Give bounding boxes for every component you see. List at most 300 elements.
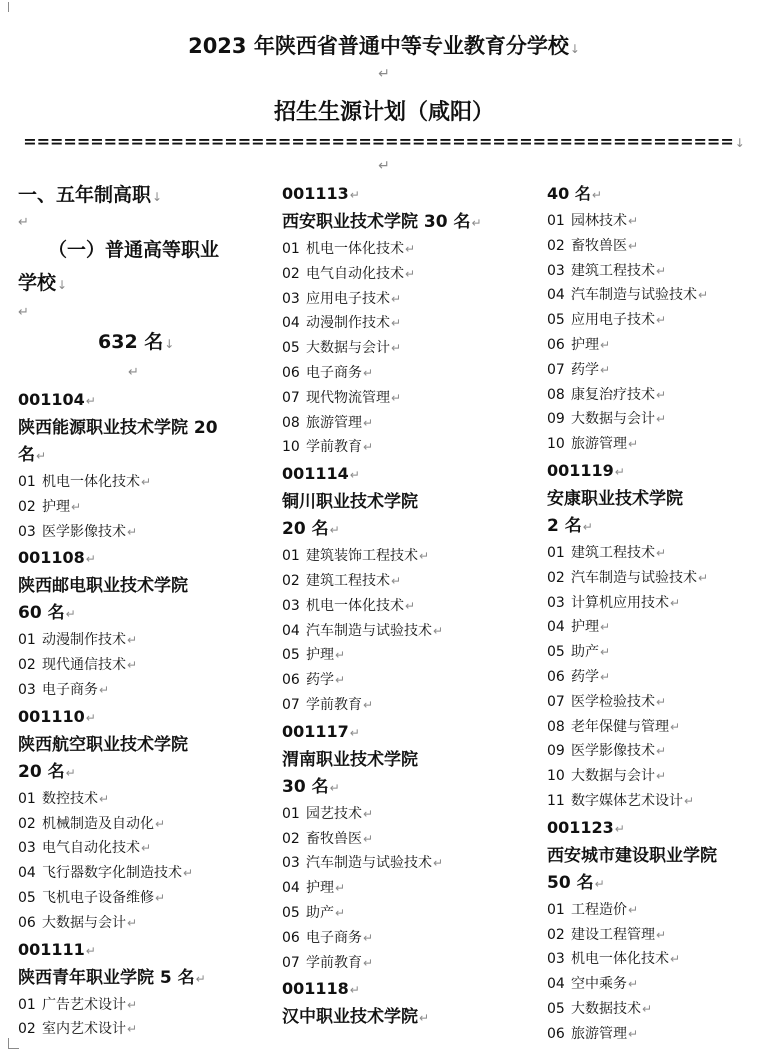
major-item — [547, 972, 762, 997]
major-name: 计算机应用技术 — [571, 594, 669, 611]
major-item — [547, 1022, 762, 1047]
major-item — [547, 308, 762, 333]
major-name: 畜牧兽医 — [306, 830, 362, 847]
major-item — [282, 569, 537, 594]
major-item — [547, 541, 762, 566]
major-number: 04 — [547, 976, 565, 993]
paragraph-mark: ↵ — [670, 595, 681, 610]
paragraph-mark: ↵ — [363, 365, 374, 380]
paragraph-mark: ↵ — [433, 856, 444, 871]
paragraph-mark: ↵ — [18, 305, 29, 320]
major-number: 01 — [18, 632, 36, 649]
school-block — [18, 703, 263, 936]
major-name: 旅游管理 — [306, 414, 362, 431]
paragraph-mark: ↵ — [582, 519, 593, 534]
major-item — [18, 836, 263, 861]
major-item — [547, 432, 762, 457]
paragraph-mark: ↵ — [656, 769, 667, 784]
major-number: 07 — [282, 696, 300, 713]
major-number: 05 — [547, 1000, 565, 1017]
major-name: 助产 — [571, 644, 599, 661]
major-name: 园艺技术 — [306, 805, 362, 822]
paragraph-mark: ↵ — [183, 866, 194, 881]
paragraph-mark: ↵ — [600, 362, 611, 377]
paragraph-mark: ↵ — [363, 930, 374, 945]
major-item — [282, 237, 537, 262]
paragraph-mark: ↵ — [471, 216, 482, 230]
paragraph-mark: ↵ — [419, 1011, 430, 1026]
paragraph-mark: ↵ — [670, 952, 681, 967]
major-name: 机电一体化技术 — [306, 597, 404, 614]
major-item — [282, 693, 537, 718]
major-name: 机电一体化技术 — [306, 241, 404, 257]
major-name: 工程造价 — [571, 901, 627, 918]
paragraph-mark: ↵ — [329, 523, 340, 538]
major-name: 护理 — [306, 880, 334, 897]
major-name: 大数据与会计 — [571, 768, 655, 785]
major-number: 03 — [547, 594, 565, 611]
page-corner-mark — [8, 2, 19, 12]
major-name: 电气自动化技术 — [42, 840, 140, 857]
paragraph-mark: ↵ — [65, 765, 76, 780]
paragraph-mark: ↵ — [405, 266, 416, 281]
school-code: 001119↵ — [547, 460, 625, 480]
school-block — [547, 180, 762, 457]
major-number: 04 — [18, 865, 36, 882]
paragraph-mark: ↵ — [405, 598, 416, 613]
paragraph-mark: ↵ — [591, 188, 602, 202]
school-code: 001111↵ — [18, 939, 96, 959]
major-item — [547, 997, 762, 1022]
major-number: 04 — [282, 622, 300, 639]
major-item — [547, 665, 762, 690]
major-number: 03 — [18, 840, 36, 857]
major-name: 建筑工程技术 — [306, 572, 390, 589]
major-item — [18, 520, 263, 545]
major-item — [282, 311, 537, 336]
school-name: 安康职业技术学院 — [547, 488, 683, 509]
major-number: 08 — [547, 718, 565, 735]
major-item — [547, 690, 762, 715]
paragraph-mark: ↵ — [656, 263, 667, 278]
school-name: 20 名↵ — [18, 761, 76, 782]
paragraph-mark: ↵ — [656, 545, 667, 560]
major-name: 机电一体化技术 — [42, 474, 140, 490]
major-number: 03 — [547, 951, 565, 968]
paragraph-mark: ↵ — [614, 464, 625, 479]
subsection-heading-cont: 学校↓ — [18, 272, 68, 294]
major-number: 02 — [18, 498, 36, 515]
major-name: 药学 — [571, 361, 599, 378]
major-item — [547, 789, 762, 814]
major-item — [18, 812, 263, 837]
paragraph-mark: ↵ — [363, 831, 374, 846]
paragraph-mark: ↵ — [656, 387, 667, 402]
major-item — [282, 544, 537, 569]
major-item — [547, 947, 762, 972]
paragraph-mark: ↵ — [127, 997, 138, 1012]
paragraph-mark: ↵ — [378, 158, 390, 174]
school-code: 001118↵ — [282, 979, 360, 999]
major-number: 10 — [547, 768, 565, 785]
paragraph-mark: ↵ — [127, 524, 138, 539]
paragraph-mark: ↵ — [363, 806, 374, 821]
school-block — [18, 544, 263, 702]
paragraph-mark: ↵ — [600, 669, 611, 684]
paragraph-mark: ↵ — [600, 620, 611, 635]
major-item — [18, 886, 263, 911]
major-name: 电子商务 — [306, 929, 362, 946]
paragraph-mark: ↵ — [36, 449, 47, 463]
major-number: 01 — [547, 213, 565, 229]
school-name: 陕西能源职业技术学院 20 — [18, 418, 218, 438]
major-item — [282, 619, 537, 644]
major-number: 01 — [282, 805, 300, 822]
paragraph-mark: ↵ — [614, 821, 625, 836]
major-number: 02 — [282, 265, 300, 282]
paragraph-mark: ↵ — [594, 876, 605, 891]
major-item — [547, 764, 762, 789]
paragraph-mark: ↵ — [18, 215, 29, 230]
major-name: 助产 — [306, 904, 334, 921]
paragraph-mark: ↵ — [628, 214, 639, 228]
major-item — [282, 594, 537, 619]
school-block — [282, 180, 537, 460]
school-name: 陕西青年职业学院 5 名↵ — [18, 967, 206, 988]
major-item — [18, 993, 263, 1018]
major-name: 建筑工程技术 — [571, 544, 655, 561]
paragraph-mark: ↵ — [85, 394, 96, 408]
school-block — [547, 814, 762, 1047]
major-number: 06 — [547, 668, 565, 685]
school-block — [547, 457, 762, 814]
major-item — [282, 901, 537, 926]
major-item — [547, 358, 762, 383]
school-name: 陕西航空职业技术学院 — [18, 734, 188, 755]
major-item — [547, 566, 762, 591]
school-block — [282, 460, 537, 718]
major-item — [18, 1017, 263, 1042]
major-name: 电子商务 — [42, 681, 98, 698]
major-name: 护理 — [571, 619, 599, 636]
major-name: 畜牧兽医 — [571, 237, 627, 254]
major-name: 电子商务 — [306, 364, 362, 381]
school-code: 001108↵ — [18, 548, 96, 568]
school-name: 30 名↵ — [282, 776, 340, 797]
paragraph-mark: ↵ — [656, 744, 667, 759]
major-name: 药学 — [571, 668, 599, 685]
major-item — [547, 640, 762, 665]
major-number: 04 — [547, 619, 565, 636]
school-block — [282, 718, 537, 976]
major-item — [547, 407, 762, 432]
paragraph-mark: ↵ — [391, 390, 402, 405]
separator-line: =====================================================↓ — [23, 132, 745, 151]
major-number: 03 — [18, 523, 36, 540]
major-number: 06 — [547, 1025, 565, 1042]
major-name: 汽车制造与试验技术 — [571, 569, 697, 586]
school-code: 001104↵ — [18, 390, 96, 409]
major-number: 08 — [282, 414, 300, 431]
paragraph-mark: ↵ — [85, 710, 96, 725]
major-number: 02 — [547, 569, 565, 586]
major-item — [547, 383, 762, 408]
paragraph-mark: ↵ — [127, 633, 138, 648]
paragraph-mark: ↵ — [85, 552, 96, 567]
paragraph-mark: ↵ — [335, 673, 346, 688]
major-number: 01 — [18, 790, 36, 807]
major-number: 08 — [547, 386, 565, 403]
major-number: 03 — [18, 681, 36, 698]
major-name: 汽车制造与试验技术 — [571, 287, 697, 304]
major-name: 数控技术 — [42, 790, 98, 807]
major-number: 03 — [282, 290, 300, 307]
major-name: 机械制造及自动化 — [42, 815, 154, 832]
major-number: 07 — [547, 361, 565, 378]
paragraph-mark: ↵ — [670, 719, 681, 734]
major-name: 广告艺术设计 — [42, 996, 126, 1013]
major-name: 动漫制作技术 — [42, 632, 126, 649]
school-name: 西安城市建设职业学院 — [547, 845, 717, 866]
column-3 — [547, 180, 762, 1047]
major-item — [547, 739, 762, 764]
major-name: 医学影像技术 — [571, 743, 655, 760]
school-block — [18, 936, 263, 1043]
major-number: 09 — [547, 743, 565, 760]
paragraph-mark: ↵ — [349, 468, 360, 483]
major-item — [547, 898, 762, 923]
paragraph-mark: ↵ — [155, 816, 166, 831]
major-number: 09 — [547, 411, 565, 428]
major-name: 现代通信技术 — [42, 657, 126, 674]
paragraph-mark: ↵ — [335, 905, 346, 920]
major-item — [282, 411, 537, 436]
paragraph-mark: ↵ — [349, 188, 360, 202]
paragraph-mark: ↵ — [391, 316, 402, 331]
major-number: 01 — [18, 474, 36, 490]
paragraph-mark: ↵ — [141, 475, 152, 489]
paragraph-mark: ↵ — [391, 291, 402, 306]
paragraph-mark: ↵ — [99, 791, 110, 806]
major-item — [18, 628, 263, 653]
school-name: 名↵ — [18, 445, 47, 465]
paragraph-mark: ↵ — [363, 440, 374, 455]
major-name: 老年保健与管理 — [571, 718, 669, 735]
section-heading: 一、五年制高职↓ — [18, 184, 163, 206]
major-name: 学前教育 — [306, 439, 362, 456]
school-name: 西安职业技术学院 30 名↵ — [282, 212, 482, 232]
major-item — [547, 923, 762, 948]
major-name: 动漫制作技术 — [306, 315, 390, 332]
major-item — [282, 827, 537, 852]
major-name: 大数据与会计 — [571, 411, 655, 428]
major-number: 07 — [547, 693, 565, 710]
major-name: 电气自动化技术 — [306, 265, 404, 282]
major-number: 06 — [282, 364, 300, 381]
major-item — [18, 861, 263, 886]
major-name: 现代物流管理 — [306, 389, 390, 406]
major-item — [547, 333, 762, 358]
major-number: 10 — [547, 436, 565, 453]
major-name: 建设工程管理 — [571, 926, 655, 943]
major-number: 05 — [18, 889, 36, 906]
paragraph-mark: ↵ — [391, 341, 402, 356]
major-number: 07 — [282, 954, 300, 971]
major-name: 汽车制造与试验技术 — [306, 622, 432, 639]
major-number: 07 — [282, 389, 300, 406]
major-number: 06 — [282, 672, 300, 689]
major-number: 04 — [282, 315, 300, 332]
major-name: 数字媒体艺术设计 — [571, 792, 683, 809]
major-name: 护理 — [306, 647, 334, 664]
major-name: 药学 — [306, 672, 334, 689]
major-name: 大数据与会计 — [306, 340, 390, 357]
major-item — [282, 926, 537, 951]
major-number: 05 — [547, 644, 565, 661]
major-number: 05 — [547, 312, 565, 329]
school-name: 40 名↵ — [547, 184, 602, 203]
paragraph-mark: ↵ — [628, 238, 639, 253]
major-item — [282, 643, 537, 668]
major-number: 02 — [547, 237, 565, 254]
major-number: 05 — [282, 904, 300, 921]
paragraph-mark: ↵ — [656, 412, 667, 427]
major-item — [282, 336, 537, 361]
major-number: 02 — [18, 657, 36, 674]
paragraph-mark: ↵ — [642, 1001, 653, 1016]
paragraph-mark: ↵ — [141, 841, 152, 856]
paragraph-mark: ↵ — [127, 1022, 138, 1037]
paragraph-mark: ↵ — [698, 288, 709, 303]
major-item — [282, 435, 537, 460]
school-code: 001114↵ — [282, 464, 360, 484]
paragraph-mark: ↵ — [335, 881, 346, 896]
major-name: 大数据技术 — [571, 1000, 641, 1017]
major-number: 02 — [18, 1021, 36, 1038]
major-item — [18, 495, 263, 520]
school-block — [18, 386, 263, 544]
major-item — [547, 209, 762, 234]
paragraph-mark: ↵ — [656, 694, 667, 709]
paragraph-mark: ↵ — [628, 902, 639, 917]
school-name: 铜川职业技术学院 — [282, 492, 418, 513]
paragraph-mark: ↵ — [329, 780, 340, 795]
school-name: 60 名↵ — [18, 603, 76, 624]
major-item — [18, 470, 263, 495]
paragraph-mark: ↵ — [85, 943, 96, 958]
major-name: 护理 — [42, 498, 70, 515]
school-name: 渭南职业技术学院 — [282, 749, 418, 770]
major-number: 04 — [282, 880, 300, 897]
major-number: 01 — [18, 996, 36, 1013]
major-number: 02 — [18, 815, 36, 832]
total-count: 632 名↓ — [98, 331, 175, 353]
paragraph-mark: ↵ — [656, 313, 667, 328]
school-name: 陕西邮电职业技术学院 — [18, 576, 188, 597]
school-name: 2 名↵ — [547, 515, 593, 536]
major-item — [547, 283, 762, 308]
paragraph-mark: ↵ — [405, 242, 416, 256]
major-number: 01 — [282, 241, 300, 257]
major-item — [547, 234, 762, 259]
major-item — [18, 787, 263, 812]
paragraph-mark: ↵ — [71, 499, 82, 514]
paragraph-mark: ↵ — [349, 725, 360, 740]
major-name: 旅游管理 — [571, 1025, 627, 1042]
major-item — [282, 851, 537, 876]
major-name: 护理 — [571, 336, 599, 353]
paragraph-mark: ↵ — [363, 955, 374, 970]
major-item — [282, 668, 537, 693]
major-name: 机电一体化技术 — [571, 951, 669, 968]
paragraph-mark: ↵ — [99, 682, 110, 697]
school-code: 001113↵ — [282, 184, 360, 203]
major-name: 医学影像技术 — [42, 523, 126, 540]
column-1 — [18, 180, 263, 1042]
major-number: 03 — [282, 855, 300, 872]
major-name: 大数据与会计 — [42, 914, 126, 931]
major-name: 应用电子技术 — [571, 312, 655, 329]
major-name: 应用电子技术 — [306, 290, 390, 307]
major-item — [547, 259, 762, 284]
major-number: 04 — [547, 287, 565, 304]
paragraph-mark: ↵ — [349, 983, 360, 998]
major-number: 06 — [547, 336, 565, 353]
major-item — [547, 715, 762, 740]
major-name: 医学检验技术 — [571, 693, 655, 710]
major-number: 11 — [547, 792, 565, 809]
paragraph-mark: ↵ — [419, 549, 430, 564]
major-item — [547, 591, 762, 616]
paragraph-mark: ↵ — [128, 365, 139, 380]
major-item — [282, 876, 537, 901]
major-number: 05 — [282, 340, 300, 357]
major-name: 学前教育 — [306, 696, 362, 713]
major-item — [18, 653, 263, 678]
major-item — [282, 262, 537, 287]
major-number: 02 — [282, 830, 300, 847]
major-item — [282, 361, 537, 386]
major-number: 01 — [282, 548, 300, 565]
major-name: 空中乘务 — [571, 976, 627, 993]
paragraph-mark: ↵ — [127, 915, 138, 930]
paragraph-mark: ↵ — [363, 697, 374, 712]
major-item — [282, 386, 537, 411]
major-item — [547, 615, 762, 640]
major-number: 06 — [282, 929, 300, 946]
major-name: 飞行器数字化制造技术 — [42, 865, 182, 882]
major-item — [282, 951, 537, 976]
major-number: 06 — [18, 914, 36, 931]
major-item — [282, 802, 537, 827]
document-title: 2023 年陕西省普通中等专业教育分学校↓ — [188, 34, 580, 58]
school-code: 001110↵ — [18, 706, 96, 726]
major-name: 康复治疗技术 — [571, 386, 655, 403]
paragraph-mark: ↵ — [656, 927, 667, 942]
document-subtitle: 招生生源计划（咸阳） — [273, 100, 494, 125]
major-number: 02 — [282, 572, 300, 589]
major-name: 旅游管理 — [571, 436, 627, 453]
major-name: 学前教育 — [306, 954, 362, 971]
paragraph-mark: ↵ — [433, 623, 444, 638]
paragraph-mark: ↵ — [378, 66, 390, 82]
paragraph-mark: ↵ — [155, 890, 166, 905]
major-name: 建筑工程技术 — [571, 262, 655, 279]
major-number: 01 — [547, 901, 565, 918]
major-name: 园林技术 — [571, 213, 627, 229]
paragraph-mark: ↵ — [363, 415, 374, 430]
paragraph-mark: ↵ — [628, 977, 639, 992]
